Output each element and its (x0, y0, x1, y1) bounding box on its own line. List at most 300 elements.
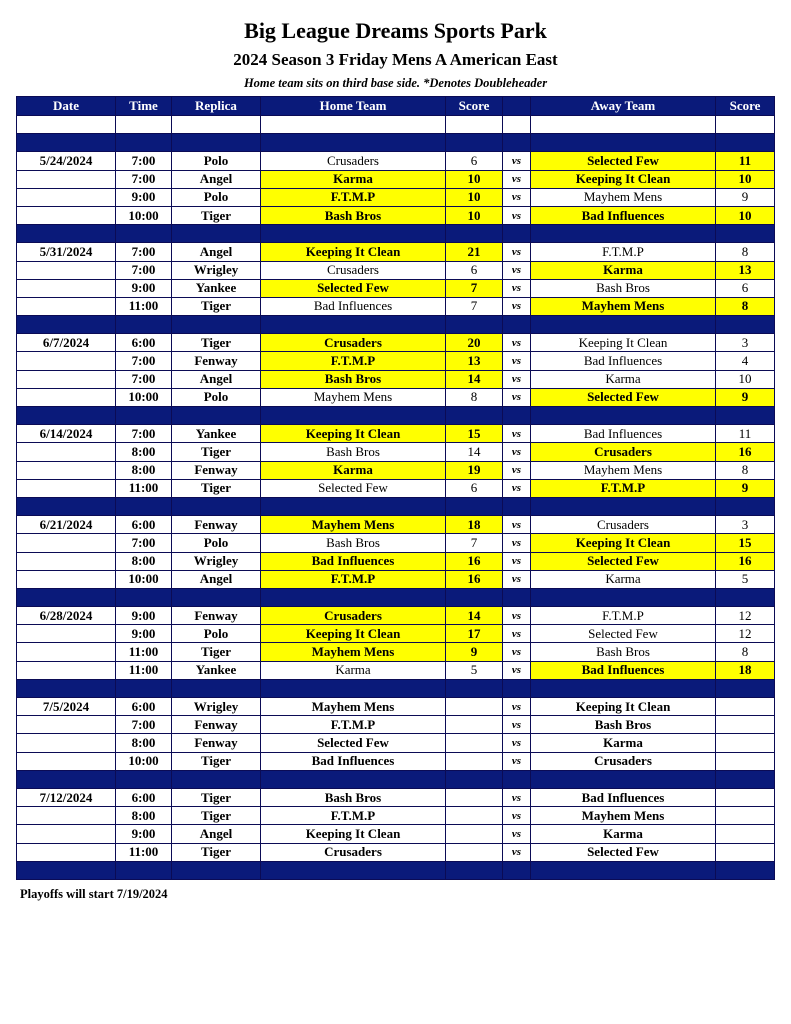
vs-label: vs (503, 425, 531, 443)
home-team: Crusaders (261, 261, 446, 279)
table-row (17, 607, 775, 625)
home-score (446, 825, 503, 843)
game-date (17, 461, 116, 479)
separator-cell (503, 116, 531, 134)
home-score: 5 (446, 661, 503, 679)
separator-cell (716, 679, 775, 697)
separator-cell (172, 861, 261, 879)
game-date (17, 734, 116, 752)
separator-cell (503, 679, 531, 697)
header-row (17, 97, 775, 116)
separator-cell (446, 679, 503, 697)
home-score: 10 (446, 170, 503, 188)
away-team: Selected Few (531, 843, 716, 861)
vs-label: vs (503, 388, 531, 406)
away-score: 18 (716, 661, 775, 679)
separator-cell (503, 225, 531, 243)
playoffs-note: Playoffs will start 7/19/2024 (20, 887, 168, 901)
vs-label: vs (503, 152, 531, 170)
away-score (716, 698, 775, 716)
vs-label: vs (503, 479, 531, 497)
away-score: 8 (716, 461, 775, 479)
away-score (716, 734, 775, 752)
game-date: 5/24/2024 (17, 152, 116, 170)
home-team: Crusaders (261, 843, 446, 861)
separator-cell (261, 316, 446, 334)
separator-cell (172, 116, 261, 134)
away-score: 8 (716, 243, 775, 261)
home-team: Bash Bros (261, 534, 446, 552)
separator-row (17, 679, 775, 697)
vs-label: vs (503, 534, 531, 552)
game-replica: Yankee (172, 279, 261, 297)
home-team: F.T.M.P (261, 716, 446, 734)
away-score: 9 (716, 188, 775, 206)
game-date (17, 807, 116, 825)
away-team: Mayhem Mens (531, 461, 716, 479)
separator-cell (503, 861, 531, 879)
game-time: 10:00 (116, 206, 172, 224)
col-header-home-score: Score (446, 97, 503, 116)
home-score (446, 788, 503, 806)
home-team: Karma (261, 661, 446, 679)
game-date (17, 188, 116, 206)
vs-label: vs (503, 734, 531, 752)
separator-cell (261, 497, 446, 515)
schedule-body (17, 116, 775, 880)
game-date (17, 261, 116, 279)
separator-cell (172, 134, 261, 152)
home-score (446, 698, 503, 716)
game-date (17, 170, 116, 188)
separator-cell (446, 316, 503, 334)
separator-cell (531, 497, 716, 515)
game-date (17, 534, 116, 552)
game-replica: Fenway (172, 607, 261, 625)
table-row (17, 279, 775, 297)
separator-cell (17, 134, 116, 152)
home-team: Mayhem Mens (261, 516, 446, 534)
separator-cell (446, 770, 503, 788)
game-time: 10:00 (116, 752, 172, 770)
separator-row (17, 770, 775, 788)
away-team: Karma (531, 825, 716, 843)
home-team: Mayhem Mens (261, 643, 446, 661)
game-replica: Polo (172, 388, 261, 406)
home-score: 14 (446, 370, 503, 388)
game-replica: Wrigley (172, 261, 261, 279)
game-time: 6:00 (116, 698, 172, 716)
separator-row (17, 407, 775, 425)
separator-cell (531, 588, 716, 606)
table-row (17, 188, 775, 206)
col-header-home-team: Home Team (261, 97, 446, 116)
home-score: 7 (446, 279, 503, 297)
vs-label: vs (503, 334, 531, 352)
separator-cell (716, 116, 775, 134)
separator-cell (116, 225, 172, 243)
separator-cell (503, 497, 531, 515)
vs-label: vs (503, 552, 531, 570)
game-replica: Polo (172, 534, 261, 552)
away-score: 13 (716, 261, 775, 279)
table-row (17, 825, 775, 843)
game-date: 5/31/2024 (17, 243, 116, 261)
separator-cell (172, 225, 261, 243)
separator-cell (172, 588, 261, 606)
game-date (17, 370, 116, 388)
table-row (17, 734, 775, 752)
game-date (17, 479, 116, 497)
game-replica: Polo (172, 188, 261, 206)
away-team: Mayhem Mens (531, 188, 716, 206)
vs-label: vs (503, 170, 531, 188)
away-team: Keeping It Clean (531, 170, 716, 188)
separator-cell (261, 407, 446, 425)
separator-cell (503, 134, 531, 152)
vs-label: vs (503, 279, 531, 297)
game-time: 7:00 (116, 170, 172, 188)
game-replica: Fenway (172, 734, 261, 752)
home-score: 6 (446, 152, 503, 170)
away-team: Bad Influences (531, 661, 716, 679)
away-score (716, 788, 775, 806)
separator-cell (716, 407, 775, 425)
separator-cell (17, 770, 116, 788)
home-score: 16 (446, 570, 503, 588)
away-score: 16 (716, 443, 775, 461)
away-score: 10 (716, 370, 775, 388)
game-date (17, 716, 116, 734)
game-time: 11:00 (116, 643, 172, 661)
game-time: 7:00 (116, 534, 172, 552)
home-team: Bash Bros (261, 206, 446, 224)
game-time: 7:00 (116, 352, 172, 370)
vs-label: vs (503, 607, 531, 625)
game-date (17, 297, 116, 315)
vs-label: vs (503, 461, 531, 479)
away-team: Crusaders (531, 516, 716, 534)
separator-row (17, 861, 775, 879)
game-replica: Tiger (172, 843, 261, 861)
separator-cell (261, 116, 446, 134)
separator-cell (531, 225, 716, 243)
away-team: Selected Few (531, 152, 716, 170)
separator-cell (531, 770, 716, 788)
away-team: Mayhem Mens (531, 807, 716, 825)
table-row (17, 552, 775, 570)
away-team: F.T.M.P (531, 479, 716, 497)
separator-cell (17, 116, 116, 134)
separator-cell (503, 770, 531, 788)
game-date (17, 552, 116, 570)
separator-cell (531, 679, 716, 697)
table-row (17, 334, 775, 352)
home-team: F.T.M.P (261, 570, 446, 588)
separator-cell (17, 497, 116, 515)
game-time: 9:00 (116, 625, 172, 643)
away-team: Keeping It Clean (531, 534, 716, 552)
vs-label: vs (503, 625, 531, 643)
game-replica: Polo (172, 152, 261, 170)
game-time: 7:00 (116, 370, 172, 388)
away-team: Karma (531, 570, 716, 588)
game-time: 9:00 (116, 825, 172, 843)
separator-cell (531, 134, 716, 152)
away-score: 3 (716, 334, 775, 352)
game-time: 11:00 (116, 661, 172, 679)
table-row (17, 206, 775, 224)
game-time: 11:00 (116, 297, 172, 315)
home-score: 10 (446, 206, 503, 224)
away-team: Mayhem Mens (531, 297, 716, 315)
table-row (17, 661, 775, 679)
home-score: 7 (446, 534, 503, 552)
away-score: 6 (716, 279, 775, 297)
game-date (17, 825, 116, 843)
vs-label: vs (503, 297, 531, 315)
separator-cell (446, 497, 503, 515)
home-score: 15 (446, 425, 503, 443)
separator-cell (261, 861, 446, 879)
home-team: F.T.M.P (261, 188, 446, 206)
vs-label: vs (503, 788, 531, 806)
game-replica: Yankee (172, 425, 261, 443)
game-time: 9:00 (116, 188, 172, 206)
separator-cell (716, 497, 775, 515)
away-score (716, 825, 775, 843)
table-row (17, 261, 775, 279)
game-replica: Yankee (172, 661, 261, 679)
separator-cell (716, 225, 775, 243)
table-row (17, 843, 775, 861)
away-team: Karma (531, 261, 716, 279)
home-team: Crusaders (261, 334, 446, 352)
page-note: Home team sits on third base side. *Denotes Doubleheader (243, 76, 548, 90)
vs-label: vs (503, 716, 531, 734)
table-row (17, 534, 775, 552)
away-score: 12 (716, 625, 775, 643)
separator-cell (446, 225, 503, 243)
game-time: 10:00 (116, 388, 172, 406)
home-team: Mayhem Mens (261, 698, 446, 716)
game-date (17, 625, 116, 643)
separator-cell (503, 588, 531, 606)
home-team: Bad Influences (261, 552, 446, 570)
home-team: Mayhem Mens (261, 388, 446, 406)
away-score (716, 752, 775, 770)
game-replica: Fenway (172, 352, 261, 370)
separator-cell (116, 116, 172, 134)
separator-cell (531, 316, 716, 334)
separator-cell (446, 116, 503, 134)
home-score: 19 (446, 461, 503, 479)
vs-label: vs (503, 243, 531, 261)
vs-label: vs (503, 370, 531, 388)
game-time: 7:00 (116, 261, 172, 279)
away-team: Bad Influences (531, 352, 716, 370)
home-score: 16 (446, 552, 503, 570)
game-replica: Angel (172, 170, 261, 188)
vs-label: vs (503, 698, 531, 716)
table-row (17, 716, 775, 734)
table-row (17, 570, 775, 588)
separator-cell (261, 134, 446, 152)
separator-cell (261, 588, 446, 606)
game-time: 7:00 (116, 425, 172, 443)
game-date: 6/21/2024 (17, 516, 116, 534)
home-score: 14 (446, 443, 503, 461)
separator-row (17, 316, 775, 334)
separator-cell (716, 316, 775, 334)
game-date: 7/12/2024 (17, 788, 116, 806)
game-date (17, 388, 116, 406)
home-team: F.T.M.P (261, 807, 446, 825)
separator-cell (116, 407, 172, 425)
home-score: 13 (446, 352, 503, 370)
separator-cell (446, 134, 503, 152)
separator-row (17, 497, 775, 515)
home-score: 10 (446, 188, 503, 206)
vs-label: vs (503, 188, 531, 206)
game-date (17, 643, 116, 661)
home-team: Karma (261, 170, 446, 188)
home-score: 9 (446, 643, 503, 661)
game-replica: Wrigley (172, 552, 261, 570)
game-replica: Tiger (172, 788, 261, 806)
separator-cell (716, 134, 775, 152)
table-row (17, 152, 775, 170)
home-team: Bash Bros (261, 788, 446, 806)
separator-cell (116, 588, 172, 606)
away-team: Bad Influences (531, 206, 716, 224)
col-header-away-team: Away Team (531, 97, 716, 116)
vs-label: vs (503, 825, 531, 843)
away-score: 11 (716, 152, 775, 170)
game-replica: Angel (172, 825, 261, 843)
separator-cell (531, 116, 716, 134)
game-date (17, 206, 116, 224)
game-time: 6:00 (116, 788, 172, 806)
game-time: 7:00 (116, 243, 172, 261)
table-row (17, 243, 775, 261)
table-row (17, 297, 775, 315)
game-replica: Tiger (172, 479, 261, 497)
table-row (17, 170, 775, 188)
game-time: 6:00 (116, 334, 172, 352)
table-row (17, 752, 775, 770)
away-team: F.T.M.P (531, 607, 716, 625)
vs-label: vs (503, 843, 531, 861)
game-replica: Fenway (172, 516, 261, 534)
separator-cell (261, 225, 446, 243)
away-team: Karma (531, 370, 716, 388)
home-score: 8 (446, 388, 503, 406)
home-score (446, 843, 503, 861)
separator-cell (503, 316, 531, 334)
game-replica: Tiger (172, 643, 261, 661)
home-team: Bad Influences (261, 752, 446, 770)
game-date (17, 661, 116, 679)
away-score: 10 (716, 206, 775, 224)
separator-row (17, 588, 775, 606)
col-header-vs (503, 97, 531, 116)
separator-cell (116, 497, 172, 515)
away-score: 5 (716, 570, 775, 588)
game-time: 8:00 (116, 807, 172, 825)
separator-cell (172, 407, 261, 425)
away-team: Bash Bros (531, 279, 716, 297)
home-score: 14 (446, 607, 503, 625)
game-replica: Tiger (172, 752, 261, 770)
away-team: Bash Bros (531, 716, 716, 734)
home-team: Keeping It Clean (261, 243, 446, 261)
away-score: 3 (716, 516, 775, 534)
separator-cell (503, 407, 531, 425)
away-score (716, 807, 775, 825)
table-row (17, 443, 775, 461)
game-replica: Fenway (172, 716, 261, 734)
home-team: Keeping It Clean (261, 625, 446, 643)
home-team: Keeping It Clean (261, 425, 446, 443)
separator-row (17, 225, 775, 243)
separator-cell (116, 316, 172, 334)
separator-cell (261, 770, 446, 788)
separator-cell (261, 679, 446, 697)
table-row (17, 516, 775, 534)
away-score (716, 716, 775, 734)
away-score: 8 (716, 297, 775, 315)
vs-label: vs (503, 752, 531, 770)
game-date: 6/7/2024 (17, 334, 116, 352)
separator-cell (531, 407, 716, 425)
away-team: Selected Few (531, 625, 716, 643)
home-score: 18 (446, 516, 503, 534)
away-team: Keeping It Clean (531, 334, 716, 352)
away-score: 10 (716, 170, 775, 188)
separator-cell (716, 861, 775, 879)
away-score: 8 (716, 643, 775, 661)
game-time: 6:00 (116, 516, 172, 534)
vs-label: vs (503, 807, 531, 825)
table-row (17, 625, 775, 643)
home-score: 6 (446, 479, 503, 497)
away-team: Keeping It Clean (531, 698, 716, 716)
vs-label: vs (503, 352, 531, 370)
home-team: Selected Few (261, 734, 446, 752)
game-replica: Wrigley (172, 698, 261, 716)
vs-label: vs (503, 261, 531, 279)
vs-label: vs (503, 516, 531, 534)
away-team: Crusaders (531, 443, 716, 461)
game-time: 11:00 (116, 479, 172, 497)
game-time: 11:00 (116, 843, 172, 861)
game-time: 8:00 (116, 552, 172, 570)
table-row (17, 788, 775, 806)
away-team: F.T.M.P (531, 243, 716, 261)
home-team: Selected Few (261, 279, 446, 297)
separator-cell (17, 679, 116, 697)
vs-label: vs (503, 661, 531, 679)
game-time: 10:00 (116, 570, 172, 588)
separator-row (17, 134, 775, 152)
table-row (17, 425, 775, 443)
separator-cell (446, 407, 503, 425)
col-header-date: Date (17, 97, 116, 116)
table-row (17, 370, 775, 388)
game-date: 6/28/2024 (17, 607, 116, 625)
separator-cell (17, 861, 116, 879)
